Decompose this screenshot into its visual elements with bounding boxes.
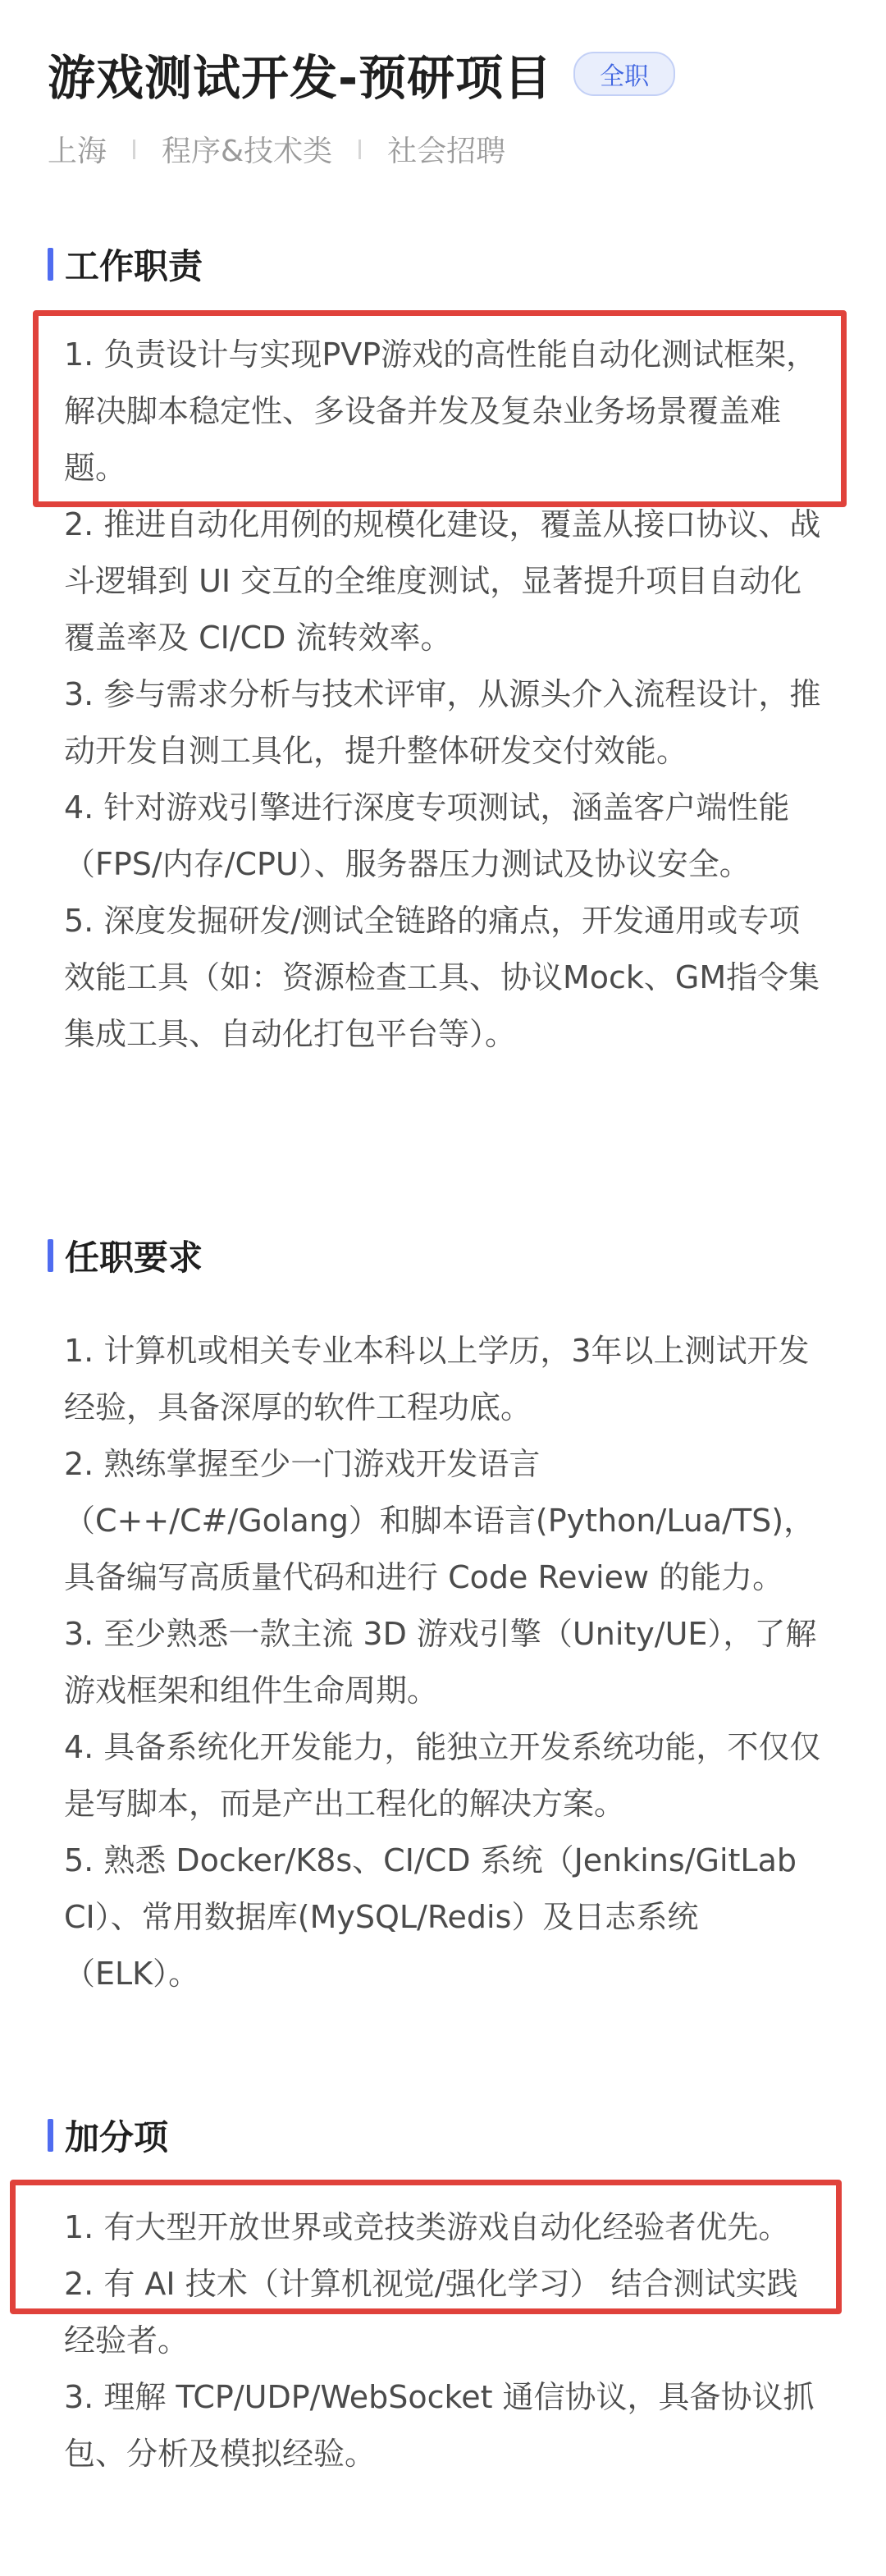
list-item: 2. 有 AI 技术（计算机视觉/强化学习） 结合测试实践经验者。 [64, 2266, 798, 2359]
job-title: 游戏测试开发-预研项目 [48, 50, 553, 106]
job-recruit-type: 社会招聘 [387, 135, 506, 168]
list-item: 1. 负责设计与实现PVP游戏的高性能自动化测试框架，解决脚本稳定性、多设备并发及复杂业务场景覆盖难题。 [64, 336, 818, 486]
list-item: 4. 针对游戏引擎进行深度专项测试，涵盖客户端性能（FPS/内存/CPU）、服务器压力测试及协议安全。 [64, 789, 790, 882]
highlight-box [33, 310, 847, 507]
job-category: 程序&技术类 [162, 135, 333, 168]
section-accent-bar [48, 2119, 53, 2152]
section-title-requirements: 任职要求 [48, 1231, 203, 1280]
list-item: 4. 具备系统化开发能力，能独立开发系统功能，不仅仅是写脚本，而是产出工程化的解决方案。 [64, 1729, 821, 1822]
meta-divider [359, 140, 361, 159]
list-item: 1. 有大型开放世界或竞技类游戏自动化经验者优先。 [64, 2209, 790, 2245]
list-item: 5. 深度发掘研发/测试全链路的痛点，开发通用或专项效能工具（如：资源检查工具、协议Mock、GM指令集集成工具、自动化打包平台等）。 [64, 903, 820, 1052]
meta-divider [133, 140, 135, 159]
job-type-badge: 全职 [573, 52, 675, 96]
section-accent-bar [48, 1239, 53, 1272]
list-item: 5. 熟悉 Docker/K8s、CI/CD 系统（Jenkins/GitLab CI）、常用数据库(MySQL/Redis）及日志系统（ELK）。 [64, 1842, 797, 1992]
highlight-box [10, 2180, 842, 2314]
job-header [48, 39, 675, 108]
list-item: 2. 推进自动化用例的规模化建设，覆盖从接口协议、战斗逻辑到 UI 交互的全维度测试，显著提升项目自动化覆盖率及 CI/CD 流转效率。 [64, 506, 821, 656]
job-location: 上海 [48, 135, 107, 168]
list-item: 3. 参与需求分析与技术评审，从源头介入流程设计，推动开发自测工具化，提升整体研发交付效能。 [64, 676, 821, 769]
section-title-responsibilities: 工作职责 [48, 240, 203, 289]
list-item: 3. 理解 TCP/UDP/WebSocket 通信协议，具备协议抓包、分析及模拟经验。 [64, 2379, 815, 2472]
section-title-bonus: 加分项 [48, 2111, 168, 2160]
section-accent-bar [48, 248, 53, 281]
requirements-list [64, 1323, 827, 2002]
list-item: 1. 计算机或相关专业本科以上学历，3年以上测试开发经验，具备深厚的软件工程功底。 [64, 1333, 810, 1425]
job-meta [48, 128, 505, 170]
list-item: 2. 熟练掌握至少一门游戏开发语言（C++/C#/Golang）和脚本语言(Python/Lua/TS)，具备编写高质量代码和进行 Code Review 的能力。 [64, 1446, 815, 1595]
list-item: 3. 至少熟悉一款主流 3D 游戏引擎（Unity/UE），了解游戏框架和组件生命周期。 [64, 1616, 817, 1709]
